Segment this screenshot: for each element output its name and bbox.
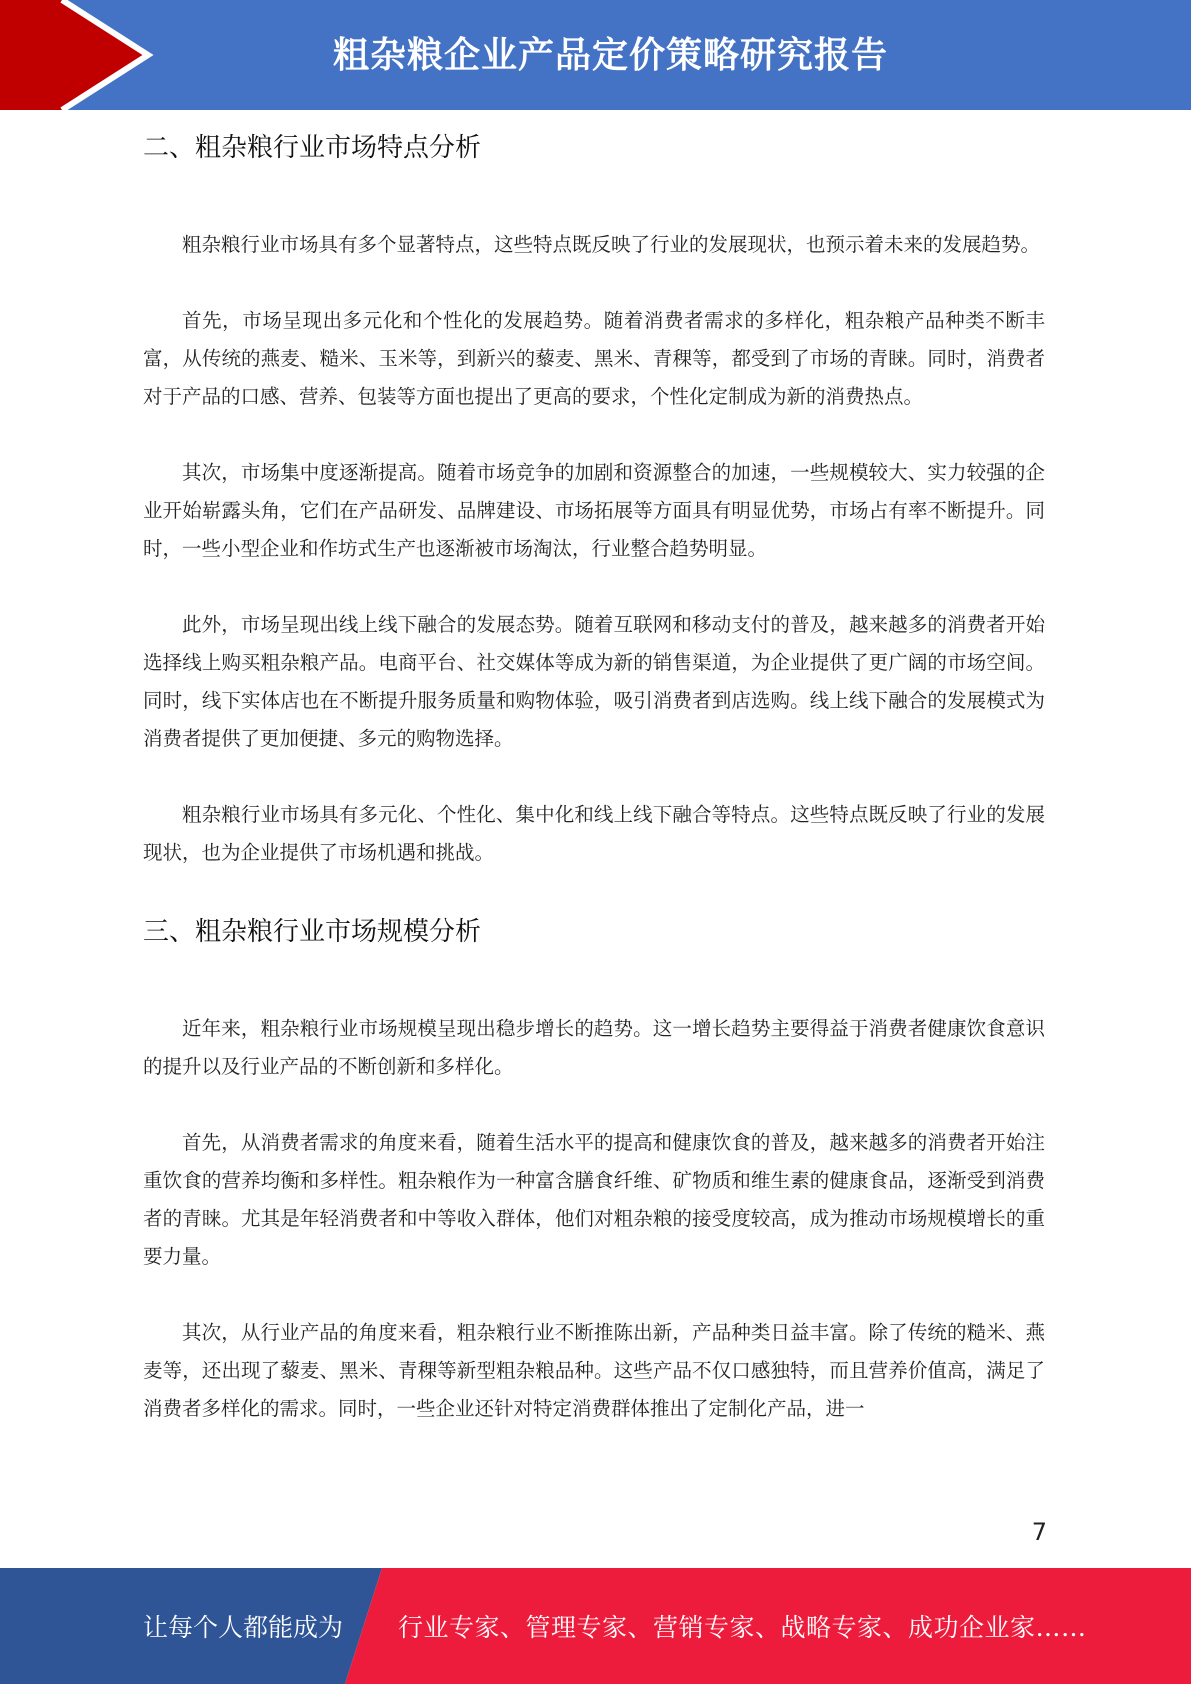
page-number: 7 [1031,1518,1047,1546]
document-title: 粗杂粮企业产品定价策略研究报告 [332,34,888,76]
header-banner [0,0,1191,110]
section-heading-market-features: 二、粗杂粮行业市场特点分析 [143,133,482,163]
paragraph: 粗杂粮行业市场具有多个显著特点，这些特点既反映了行业的发展现状，也预示着未来的发展趋势。 [182,232,1041,256]
page-content [143,110,1045,1428]
paragraph: 此外，市场呈现出线上线下融合的发展态势。随着互联网和移动支付的普及，越来越多的消费者开始选择线上购买粗杂粮产品。电商平台、社交媒体等成为新的销售渠道，为企业提供了更广阔的市场空间。同时，线下实体店也在不断提升服务质量和购物体验，吸引消费者到店选购。线上线下融合的发展模式为消费者提供了更加便捷、多元的购物选择。 [143,612,1045,750]
footer-slogan-right: 行业专家、管理专家、营销专家、战略专家、成功企业家…… [398,1613,1087,1642]
section-heading-market-size: 三、粗杂粮行业市场规模分析 [143,916,482,947]
paragraph: 其次，市场集中度逐渐提高。随着市场竞争的加剧和资源整合的加速，一些规模较大、实力较强的企业开始崭露头角，它们在产品研发、品牌建设、市场拓展等方面具有明显优势，市场占有率不断提升。同时，一些小型企业和作坊式生产也逐渐被市场淘汰，行业整合趋势明显。 [143,460,1045,560]
footer-slogan-left: 让每个人都能成为 [143,1613,344,1642]
paragraph: 其次，从行业产品的角度来看，粗杂粮行业不断推陈出新，产品种类日益丰富。除了传统的糙米、燕麦等，还出现了藜麦、黑米、青稞等新型粗杂粮品种。这些产品不仅口感独特，而且营养价值高，满足了消费者多样化的需求。同时，一些企业还针对特定消费群体推出了定制化产品，进一 [143,1320,1045,1420]
paragraph: 首先，市场呈现出多元化和个性化的发展趋势。随着消费者需求的多样化，粗杂粮产品种类不断丰富，从传统的燕麦、糙米、玉米等，到新兴的藜麦、黑米、青稞等，都受到了市场的青睐。同时，消费者对于产品的口感、营养、包装等方面也提出了更高的要求，个性化定制成为新的消费热点。 [143,308,1045,408]
paragraph: 近年来，粗杂粮行业市场规模呈现出稳步增长的趋势。这一增长趋势主要得益于消费者健康饮食意识的提升以及行业产品的不断创新和多样化。 [143,1016,1045,1078]
footer-banner [0,1568,1191,1684]
paragraph: 首先，从消费者需求的角度来看，随着生活水平的提高和健康饮食的普及，越来越多的消费者开始注重饮食的营养均衡和多样性。粗杂粮作为一种富含膳食纤维、矿物质和维生素的健康食品，逐渐受到消费者的青睐。尤其是年轻消费者和中等收入群体，他们对粗杂粮的接受度较高，成为推动市场规模增长的重要力量。 [143,1130,1045,1268]
paragraph: 粗杂粮行业市场具有多元化、个性化、集中化和线上线下融合等特点。这些特点既反映了行业的发展现状，也为企业提供了市场机遇和挑战。 [143,802,1045,864]
